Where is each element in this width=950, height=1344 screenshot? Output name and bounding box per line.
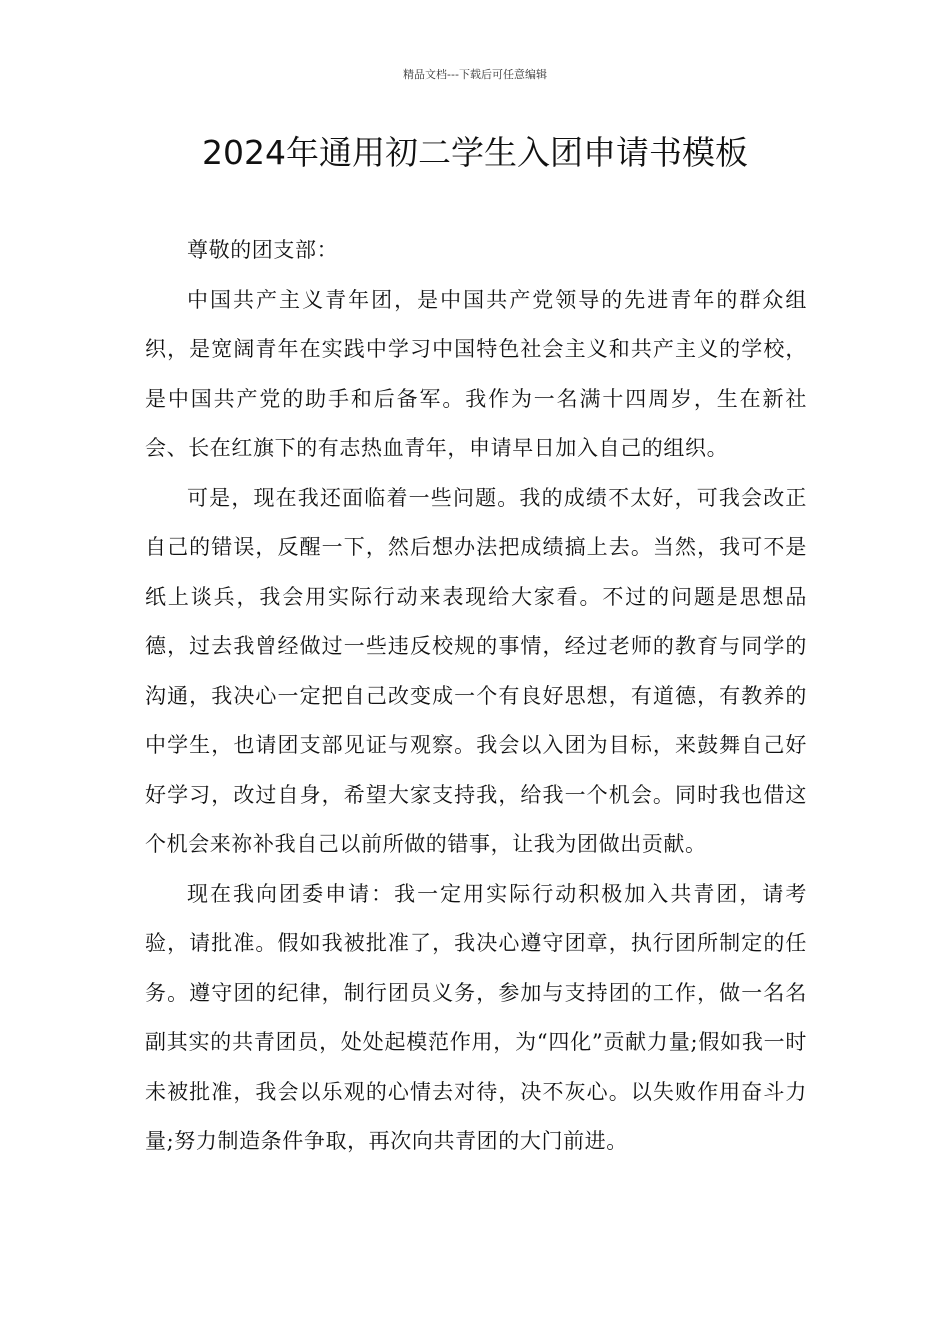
header-note: 精品文档---下载后可任意编辑 (403, 68, 547, 81)
paragraph-2: 可是，现在我还面临着一些问题。我的成绩不太好，可我会改正自己的错误，反醒一下，然后想办法把成绩搞上去。当然，我可不是纸上谈兵，我会用实际行动来表现给大家看。不过的问题是思想品德，过去我曾经做过一些违反校规的事情，经过老师的教育与同学的沟通，我决心一定把自己改变成一个有良好思想，有道德，有教养的中学生，也请团支部见证与观察。我会以入团为目标，来鼓舞自己好好学习，改过自身，希望大家支持我，给我一个机会。同时我也借这个机会来祢补我自己以前所做的错事，让我为团做出贡献。 (145, 485, 807, 856)
document-title: 2024年通用初二学生入团申请书模板 (202, 133, 748, 172)
paragraph-1: 中国共产主义青年团，是中国共产党领导的先进青年的群众组织，是宽阔青年在实践中学习中国特色社会主义和共产主义的学校，是中国共产党的助手和后备军。我作为一名满十四周岁，生在新社会、长在红旗下的有志热血青年，申请早日加入自己的组织。 (145, 287, 807, 460)
salutation: 尊敬的团支部： (187, 238, 339, 262)
document-body (145, 226, 807, 1167)
paragraph-3: 现在我向团委申请：我一定用实际行动积极加入共青团，请考验，请批准。假如我被批准了，我决心遵守团章，执行团所制定的任务。遵守团的纪律，制行团员义务，参加与支持团的工作，做一名名副其实的共青团员，处处起模范作用，为“四化”贡献力量;假如我一时未被批准，我会以乐观的心情去对待，决不灰心。以失败作用奋斗力量;努力制造条件争取，再次向共青团的大门前进。 (145, 881, 807, 1153)
